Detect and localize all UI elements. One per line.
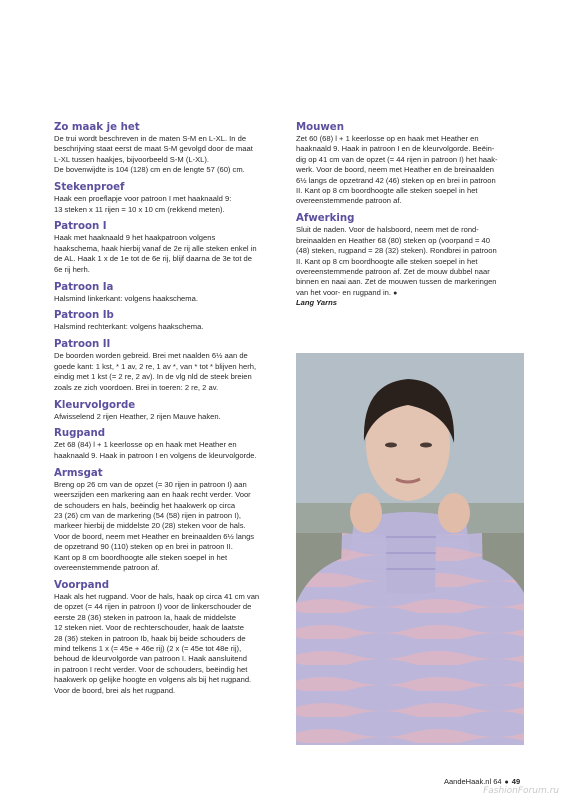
page-number: 49 [511,777,521,786]
model-photo [296,353,524,745]
section-heading: Patroon Ia [54,281,114,293]
end-mark: ● [393,289,398,297]
section-body: Zet 68 (84) l + 1 keerlosse op en haak met Heather en haaknaald 9. Haak in patroon I en volgens de kleurvolgorde. [54,440,257,460]
right-column [296,122,524,309]
left-column [54,122,280,702]
section-heading: Patroon Ib [54,310,114,322]
section-body: Breng op 26 cm van de opzet (= 30 rijen in patroon I) aan weerszijden een markering aan en haak recht verder. Voor de schouders en hals, beëindig het haakwerk op circa 23 (26) cm van de markering (54 (58) rijen in patroon I), markeer hierbij de middelste 20 (28) steken voor de hals. Voor de boord, neem met Heather en breinaalden 6½ langs de opzetrand 90 (110) steken op en brei in patroon II. Kant op 8 cm boordhoogte alle steken soepel in het overeenstemmende patroon af. [54,479,255,572]
section-mouwen [296,122,524,207]
section-voorpand [54,580,280,696]
yarn-credit: Lang Yarns [296,298,337,308]
section-heading: Rugpand [54,428,106,440]
section-body: Haak als het rugpand. Voor de hals, haak op circa 41 cm van de opzet (= 44 rijen in patroon I) voor de linkerschouder de eerste 28 (36) steken in patroon Ia, haak de middelste 12 steken niet. Voor de rechterschouder, haak de laatste 28 (36) steken in patroon Ib, haak bij beide schouders de mind telkens 1 x (= 45e + 46e rij) (2 x (= 45e tot 48e rij), behoud de kleurvolgorde van patroon I. Haak aansluitend in patroon I recht verder. Voor de schouders, beëindig het haakwerk op gelijke hoogte en volgens als bij het rugpand. Voor de boord, brei als het rugpand. [54,591,260,695]
section-body: Halsmind rechterkant: volgens haakschema. [54,322,204,332]
section-body: Afwisselend 2 rijen Heather, 2 rijen Mauve haken. [54,411,221,421]
section-patroon-ia [54,282,280,304]
section-patroon-i [54,221,280,275]
section-afwerking [296,213,524,308]
section-body: De boorden worden gebreid. Brei met naalden 6½ aan de goede kant: 1 kst, * 1 av, 2 re, 1 av *, van * tot * blijven herh, eindig met 1 kst (= 2 re, 2 av). In de vlg nld de steek breien zoals ze zich voordoen. Brei in toeren: 2 re, 2 av. [54,351,257,392]
section-rugpand [54,428,280,461]
section-body: Halsmind linkerkant: volgens haakschema. [54,293,198,303]
section-body: Haak een proeflapje voor patroon I met haaknaald 9: 13 steken x 11 rijen = 10 x 10 cm (rekkend meten). [54,194,232,214]
footer-bullet: ● [504,779,509,786]
section-kleurvolgorde [54,400,280,422]
magazine-name: AandeHaak.nl 64 [444,777,502,786]
section-heading: Patroon I [54,221,107,233]
section-stekenproef [54,182,280,215]
section-body: Sluit de naden. Voor de halsboord, neem met de rond- breinaalden en Heather 68 (80) steken op (voorpand = 40 (48) steken, rugpand = 28 (32) steken). Rondbrei in patroon II. Kant op 8 cm boordhoogte alle steken soepel in het overeenstemmende patroon af. Zet de mouw dubbel naar binnen en naai aan. Zet de mouwen tussen de markeringen van het voor- en rugpand in. [296,225,497,297]
page-footer [444,777,520,786]
section-armsgat [54,468,280,574]
section-heading: Kleurvolgorde [54,399,136,411]
section-heading: Mouwen [296,122,344,133]
model-illustration [296,353,524,745]
watermark: FashionForum.ru [483,786,559,796]
section-body: Zet 60 (68) l + 1 keerlosse op en haak met Heather en haaknaald 9. Haak in patroon I en de kleurvolgorde. Beëin- dig op 41 cm van de opzet (= 44 rijen in patroon I) het haak- werk. Voor de boord, neem met Heather en de breinaalden 6½ langs de opzetrand 42 (46) steken op en brei in patroon II. Kant op 8 cm boordhoogte alle steken soepel in het overeenstemmende patroon af. [296,134,498,206]
section-heading: Stekenproef [54,182,125,194]
section-body: De trui wordt beschreven in de maten S-M en L-XL. In de beschrijving staat eerst de maat S-M gevolgd door de maat L-XL tussen haakjes, bijvoorbeeld S-M (L-XL). De bovenwijdte is 104 (128) cm en de lengte 57 (60) cm. [54,134,253,175]
section-heading: Patroon II [54,339,111,351]
section-patroon-ib [54,310,280,332]
section-heading: Armsgat [54,467,103,479]
section-zo-maak-je-het [54,122,280,176]
section-heading: Voorpand [54,579,110,591]
section-heading: Afwerking [296,213,355,225]
section-body: Haak met haaknaald 9 het haakpatroon volgens haakschema, haak hierbij vanaf de 2e rij alle steken enkel in de AL. Haak 1 x de 1e tot de 6e rij, blijf daarna de 3e tot de 6e rij herh. [54,233,257,274]
section-heading: Zo maak je het [54,122,140,133]
section-patroon-ii [54,339,280,393]
